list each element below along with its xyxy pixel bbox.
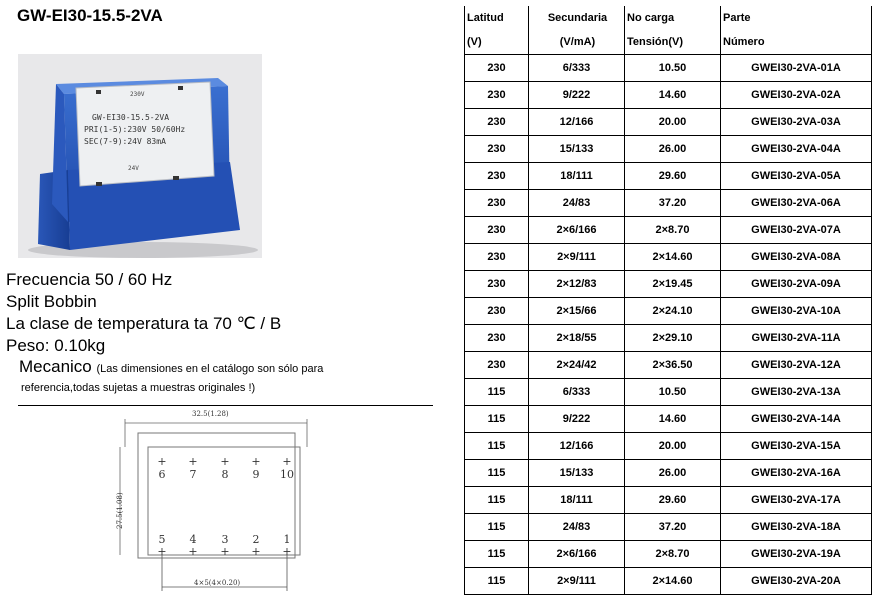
col-header-no-load-voltage: No carga Tensión(V) bbox=[625, 6, 721, 55]
cell-secondary: 6/333 bbox=[529, 55, 625, 82]
col-header-secondary: Secundaria (V/mA) bbox=[529, 6, 625, 55]
height-dimension: 27.5(1.08) bbox=[116, 492, 124, 529]
cell-part-number: GWEI30-2VA-14A bbox=[721, 406, 872, 433]
mechanical-title: Mecanico bbox=[19, 357, 92, 376]
cell-secondary: 9/222 bbox=[529, 82, 625, 109]
cell-no-load-voltage: 2×19.45 bbox=[625, 271, 721, 298]
cell-secondary: 12/166 bbox=[529, 109, 625, 136]
product-title: GW-EI30-15.5-2VA bbox=[17, 6, 163, 25]
table-row bbox=[465, 298, 872, 325]
product-photo bbox=[18, 54, 262, 258]
cell-voltage: 115 bbox=[465, 541, 529, 568]
table-row bbox=[465, 487, 872, 514]
cell-no-load-voltage: 29.60 bbox=[625, 487, 721, 514]
cell-voltage: 230 bbox=[465, 244, 529, 271]
photo-label-line: PRI(1-5):230V 50/60Hz bbox=[84, 125, 186, 134]
cell-part-number: GWEI30-2VA-18A bbox=[721, 514, 872, 541]
photo-label-bottom: 24V bbox=[128, 165, 139, 172]
cell-secondary: 2×9/111 bbox=[529, 568, 625, 595]
pin-number: 5 bbox=[158, 533, 166, 546]
cell-secondary: 2×12/83 bbox=[529, 271, 625, 298]
cell-voltage: 230 bbox=[465, 352, 529, 379]
table-row bbox=[465, 82, 872, 109]
cell-voltage: 230 bbox=[465, 325, 529, 352]
pin-pitch-dimension: 4×5(4×0.20) bbox=[194, 579, 241, 587]
table-row bbox=[465, 541, 872, 568]
pin-number: 7 bbox=[189, 468, 197, 481]
cell-secondary: 6/333 bbox=[529, 379, 625, 406]
table-row bbox=[465, 352, 872, 379]
cell-secondary: 2×18/55 bbox=[529, 325, 625, 352]
cell-voltage: 115 bbox=[465, 568, 529, 595]
table-row bbox=[465, 460, 872, 487]
cell-secondary: 15/133 bbox=[529, 136, 625, 163]
cell-voltage: 230 bbox=[465, 136, 529, 163]
spec-list bbox=[6, 269, 281, 357]
cell-part-number: GWEI30-2VA-16A bbox=[721, 460, 872, 487]
cell-part-number: GWEI30-2VA-06A bbox=[721, 190, 872, 217]
table-row bbox=[465, 568, 872, 595]
cell-part-number: GWEI30-2VA-05A bbox=[721, 163, 872, 190]
cell-part-number: GWEI30-2VA-20A bbox=[721, 568, 872, 595]
spec-frequency: Frecuencia 50 / 60 Hz bbox=[6, 270, 173, 289]
cell-part-number: GWEI30-2VA-04A bbox=[721, 136, 872, 163]
cell-no-load-voltage: 29.60 bbox=[625, 163, 721, 190]
table-row bbox=[465, 244, 872, 271]
col-header-part-number: Parte Número bbox=[721, 6, 872, 55]
cell-part-number: GWEI30-2VA-03A bbox=[721, 109, 872, 136]
cell-secondary: 12/166 bbox=[529, 433, 625, 460]
svg-text:+: + bbox=[282, 455, 292, 468]
cell-voltage: 230 bbox=[465, 190, 529, 217]
cell-no-load-voltage: 37.20 bbox=[625, 514, 721, 541]
cell-voltage: 230 bbox=[465, 109, 529, 136]
width-dimension: 32.5(1.28) bbox=[192, 410, 229, 418]
svg-text:+: + bbox=[220, 545, 230, 558]
cell-part-number: GWEI30-2VA-12A bbox=[721, 352, 872, 379]
part-number-table bbox=[464, 6, 872, 595]
cell-no-load-voltage: 10.50 bbox=[625, 379, 721, 406]
cell-secondary: 18/111 bbox=[529, 163, 625, 190]
pin-number: 3 bbox=[221, 533, 229, 546]
table-row bbox=[465, 109, 872, 136]
svg-text:+: + bbox=[188, 455, 198, 468]
table-row bbox=[465, 325, 872, 352]
photo-label-line: SEC(7-9):24V 83mA bbox=[84, 137, 166, 146]
svg-text:+: + bbox=[157, 545, 167, 558]
svg-text:+: + bbox=[220, 455, 230, 468]
cell-voltage: 115 bbox=[465, 487, 529, 514]
cell-secondary: 2×15/66 bbox=[529, 298, 625, 325]
pin-number: 4 bbox=[189, 533, 197, 546]
cell-voltage: 115 bbox=[465, 379, 529, 406]
table-row bbox=[465, 271, 872, 298]
cell-voltage: 115 bbox=[465, 433, 529, 460]
cell-voltage: 230 bbox=[465, 298, 529, 325]
mechanical-heading bbox=[19, 357, 323, 377]
cell-voltage: 115 bbox=[465, 460, 529, 487]
pin-number: 6 bbox=[158, 468, 166, 481]
table-header-row bbox=[465, 6, 872, 55]
svg-text:+: + bbox=[188, 545, 198, 558]
mechanical-note: (Las dimensiones en el catálogo son sólo para bbox=[96, 363, 324, 375]
cell-part-number: GWEI30-2VA-07A bbox=[721, 217, 872, 244]
cell-voltage: 230 bbox=[465, 217, 529, 244]
cell-no-load-voltage: 14.60 bbox=[625, 406, 721, 433]
table-row bbox=[465, 217, 872, 244]
cell-secondary: 9/222 bbox=[529, 406, 625, 433]
pin-number: 10 bbox=[280, 468, 294, 481]
photo-label-top: 230V bbox=[130, 91, 145, 98]
photo-label-line: GW-EI30-15.5-2VA bbox=[92, 113, 170, 122]
spec-bobbin: Split Bobbin bbox=[6, 292, 97, 311]
cell-secondary: 2×6/166 bbox=[529, 217, 625, 244]
mechanical-drawing bbox=[110, 405, 330, 612]
cell-no-load-voltage: 20.00 bbox=[625, 109, 721, 136]
cell-secondary: 18/111 bbox=[529, 487, 625, 514]
svg-text:+: + bbox=[251, 545, 261, 558]
cell-part-number: GWEI30-2VA-19A bbox=[721, 541, 872, 568]
pin-number: 8 bbox=[221, 468, 229, 481]
cell-part-number: GWEI30-2VA-08A bbox=[721, 244, 872, 271]
cell-no-load-voltage: 2×14.60 bbox=[625, 568, 721, 595]
col-header-voltage: Latitud (V) bbox=[465, 6, 529, 55]
cell-secondary: 15/133 bbox=[529, 460, 625, 487]
mechanical-note-continued: referencia,todas sujetas a muestras originales !) bbox=[21, 382, 256, 394]
pin-number: 2 bbox=[252, 533, 260, 546]
cell-no-load-voltage: 37.20 bbox=[625, 190, 721, 217]
cell-no-load-voltage: 10.50 bbox=[625, 55, 721, 82]
spec-temperature-class: La clase de temperatura ta 70 ℃ / B bbox=[6, 314, 282, 333]
cell-voltage: 230 bbox=[465, 271, 529, 298]
svg-text:+: + bbox=[251, 455, 261, 468]
cell-part-number: GWEI30-2VA-17A bbox=[721, 487, 872, 514]
cell-no-load-voltage: 20.00 bbox=[625, 433, 721, 460]
cell-secondary: 2×6/166 bbox=[529, 541, 625, 568]
cell-secondary: 24/83 bbox=[529, 190, 625, 217]
spec-weight: Peso: 0.10kg bbox=[6, 336, 106, 355]
cell-part-number: GWEI30-2VA-15A bbox=[721, 433, 872, 460]
cell-secondary: 24/83 bbox=[529, 514, 625, 541]
cell-voltage: 230 bbox=[465, 55, 529, 82]
cell-part-number: GWEI30-2VA-10A bbox=[721, 298, 872, 325]
pin-number: 9 bbox=[252, 468, 260, 481]
cell-no-load-voltage: 14.60 bbox=[625, 82, 721, 109]
pin-number: 1 bbox=[283, 533, 291, 546]
cell-part-number: GWEI30-2VA-02A bbox=[721, 82, 872, 109]
cell-part-number: GWEI30-2VA-13A bbox=[721, 379, 872, 406]
cell-no-load-voltage: 26.00 bbox=[625, 136, 721, 163]
cell-no-load-voltage: 2×24.10 bbox=[625, 298, 721, 325]
cell-secondary: 2×24/42 bbox=[529, 352, 625, 379]
table-row bbox=[465, 379, 872, 406]
cell-part-number: GWEI30-2VA-11A bbox=[721, 325, 872, 352]
cell-part-number: GWEI30-2VA-01A bbox=[721, 55, 872, 82]
cell-voltage: 115 bbox=[465, 514, 529, 541]
cell-voltage: 230 bbox=[465, 82, 529, 109]
table-row bbox=[465, 55, 872, 82]
cell-secondary: 2×9/111 bbox=[529, 244, 625, 271]
cell-no-load-voltage: 26.00 bbox=[625, 460, 721, 487]
table-row bbox=[465, 163, 872, 190]
cell-voltage: 230 bbox=[465, 163, 529, 190]
cell-no-load-voltage: 2×29.10 bbox=[625, 325, 721, 352]
table-row bbox=[465, 406, 872, 433]
cell-no-load-voltage: 2×8.70 bbox=[625, 541, 721, 568]
table-row bbox=[465, 433, 872, 460]
cell-no-load-voltage: 2×36.50 bbox=[625, 352, 721, 379]
table-row bbox=[465, 514, 872, 541]
table-row bbox=[465, 136, 872, 163]
cell-voltage: 115 bbox=[465, 406, 529, 433]
cell-no-load-voltage: 2×8.70 bbox=[625, 217, 721, 244]
svg-text:+: + bbox=[157, 455, 167, 468]
cell-part-number: GWEI30-2VA-09A bbox=[721, 271, 872, 298]
cell-no-load-voltage: 2×14.60 bbox=[625, 244, 721, 271]
table-row bbox=[465, 190, 872, 217]
svg-text:+: + bbox=[282, 545, 292, 558]
